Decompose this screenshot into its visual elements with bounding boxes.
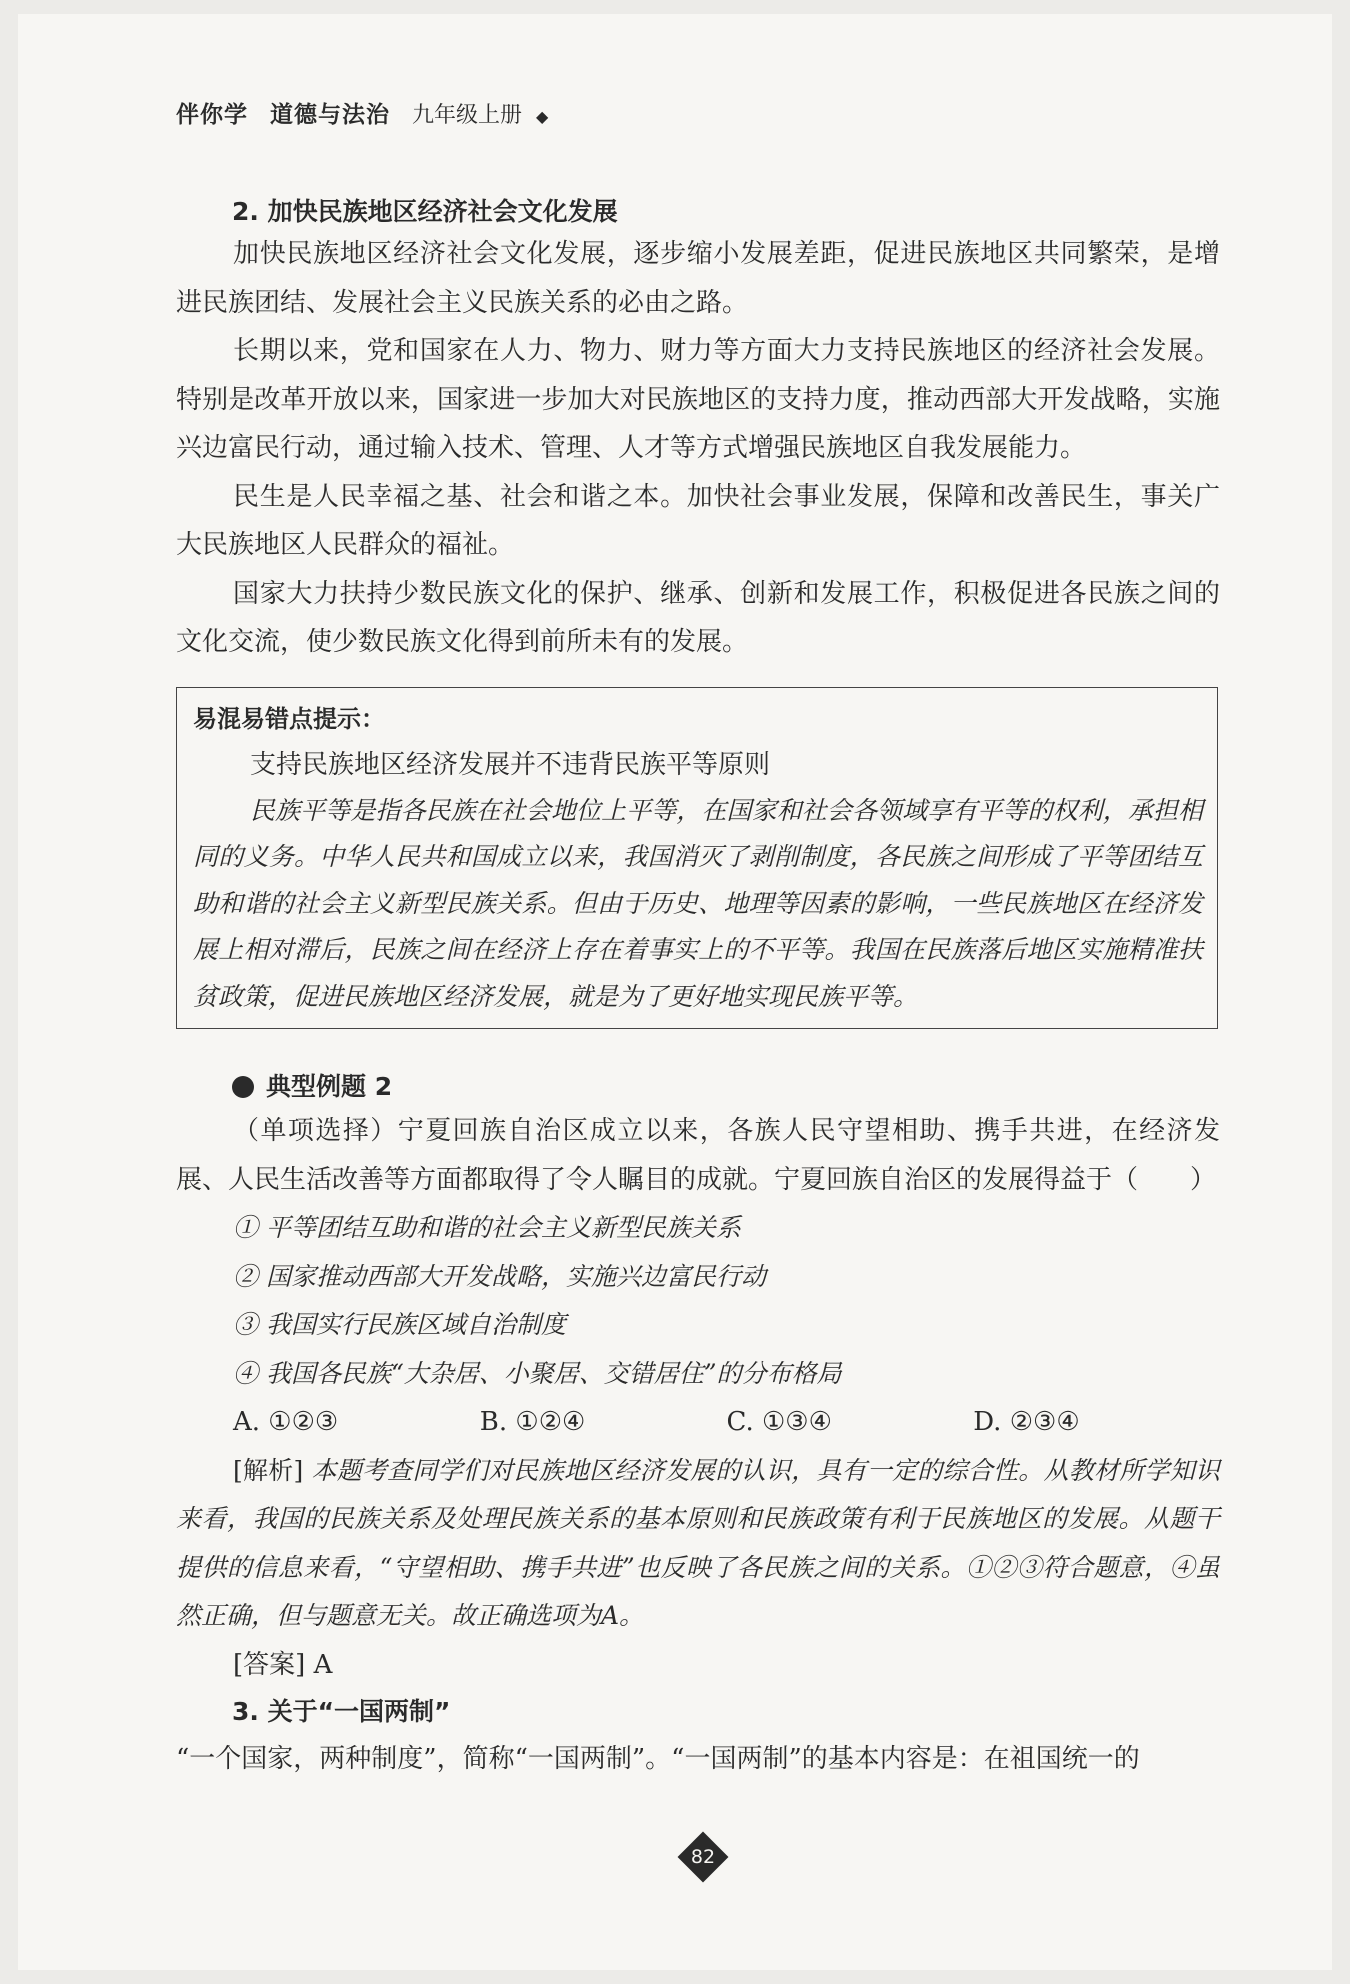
analysis-text: 本题考查同学们对民族地区经济发展的认识，具有一定的综合性。从教材所学知识来看，我国的民族关系及处理民族关系的基本原则和民族政策有利于民族地区的发展。从题干提供的信息来看，“守望相助、携手共进”也反映了各民族之间的关系。①②③符合题意，④虽然正确，但与题意无关。故正确选项为A。 [176,1455,1220,1630]
choice-a: A. ①②③ [233,1407,339,1437]
tip-subtitle: 支持民族地区经济发展并不违背民族平等原则 [250,749,771,780]
option-3: ③ 我国实行民族区域自治制度 [233,1310,566,1339]
running-header [176,96,548,129]
option-4: ④ 我国各民族“大杂居、小聚居、交错居住”的分布格局 [233,1358,842,1388]
section-2-paragraph-4: 国家大力扶持少数民族文化的保护、继承、创新和发展工作，积极促进各民族之间的文化交流，使少数民族文化得到前所未有的发展。 [176,578,1220,657]
section-2-title: 2. 加快民族地区经济社会文化发展 [232,197,618,226]
tip-text: 民族平等是指各民族在社会地位上平等，在国家和社会各领域享有平等的权利，承担相同的义务。中华人民共和国成立以来，我国消灭了剥削制度，各民族之间形成了平等团结互助和谐的社会主义新型民族关系。但由于历史、地理等因素的影响，一些民族地区在经济发展上相对滞后，民族之间在经济上存在着事实上的不平等。我国在民族落后地区实施精准扶贫政策，促进民族地区经济发展，就是为了更好地实现民族平等。 [193,795,1203,1011]
page-number-badge [678,1832,728,1882]
analysis-tag: [解析] [233,1455,304,1485]
header-diamond-icon: ◆ [536,107,549,126]
example-heading-label: 典型例题 2 [266,1072,393,1101]
example-heading [176,1067,1220,1107]
tip-title: 易混易错点提示： [193,704,385,733]
choice-b: B. ①②④ [479,1407,586,1437]
page [18,14,1332,1970]
option-2: ② 国家推动西部大开发战略，实施兴边富民行动 [233,1261,766,1291]
section-3-title: 3. 关于“一国两制” [232,1697,451,1726]
analysis [176,1447,1220,1641]
page-number: 82 [690,1846,716,1868]
tip-box [176,687,1218,1030]
header-subject: 道德与法治 [270,102,390,128]
answer-choices [176,1398,1220,1447]
section-2-paragraph-3: 民生是人民幸福之基、社会和谐之本。加快社会事业发展，保障和改善民生，事关广大民族地区人民群众的福祉。 [176,481,1220,560]
header-brand: 伴你学 [176,102,248,128]
header-grade: 九年级上册 [412,103,523,128]
bullet-dot-icon [232,1076,254,1098]
answer [176,1641,1220,1690]
page-content [176,194,1220,1784]
answer-value: A [313,1649,333,1680]
example-question: （单项选择）宁夏回族自治区成立以来，各族人民守望相助、携手共进，在经济发展、人民生活改善等方面都取得了令人瞩目的成就。宁夏回族自治区的发展得益于（ ） [176,1116,1220,1195]
section-2-paragraph-2: 长期以来，党和国家在人力、物力、财力等方面大力支持民族地区的经济社会发展。特别是改革开放以来，国家进一步加大对民族地区的支持力度，推动西部大开发战略，实施兴边富民行动，通过输入技术、管理、人才等方式增强民族地区自我发展能力。 [176,336,1220,463]
choice-d: D. ②③④ [973,1407,1080,1437]
section-2-paragraph-1: 加快民族地区经济社会文化发展，逐步缩小发展差距，促进民族地区共同繁荣，是增进民族团结、发展社会主义民族关系的必由之路。 [176,239,1220,318]
choice-c: C. ①③④ [726,1407,832,1437]
section-3-paragraph: “一个国家，两种制度”，简称“一国两制”。“一国两制”的基本内容是：在祖国统一的 [176,1744,1140,1774]
answer-tag: [答案] [233,1649,306,1680]
option-1: ① 平等团结互助和谐的社会主义新型民族关系 [233,1213,741,1242]
